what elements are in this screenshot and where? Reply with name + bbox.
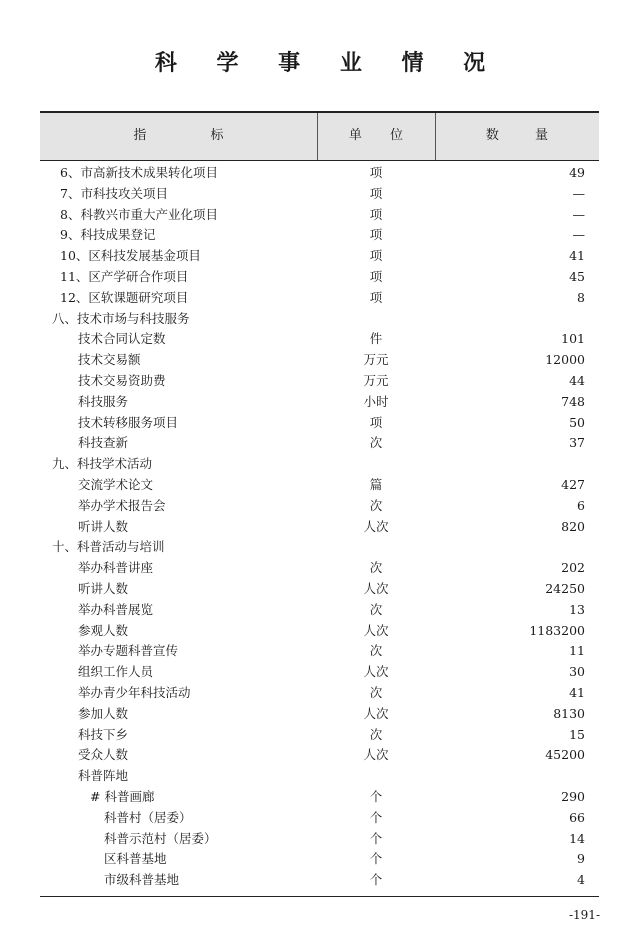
- row-quantity: 45: [569, 268, 585, 284]
- row-unit: 次: [369, 726, 383, 742]
- row-indicator: 交流学术论文: [78, 476, 154, 492]
- row-unit: 项: [369, 268, 383, 284]
- table-row: [40, 621, 599, 642]
- row-quantity: —: [572, 206, 585, 222]
- row-unit: 次: [369, 497, 383, 513]
- row-unit: 人次: [363, 705, 389, 721]
- row-unit: 项: [369, 165, 383, 180]
- row-indicator: 11、区产学研合作项目: [60, 268, 189, 284]
- row-indicator: 科技查新: [78, 435, 129, 451]
- row-unit: 个: [369, 872, 383, 888]
- row-unit: 篇: [369, 476, 383, 492]
- row-quantity: 4: [577, 872, 585, 888]
- row-unit: 万元: [363, 372, 389, 388]
- row-unit: 件: [369, 331, 383, 347]
- table-row: [40, 766, 599, 787]
- row-indicator: 举办学术报告会: [78, 497, 166, 513]
- row-unit: 人次: [363, 664, 389, 680]
- row-unit: 次: [369, 643, 383, 659]
- table-row: [40, 662, 599, 683]
- row-unit: 小时: [363, 393, 389, 409]
- row-indicator: 科普示范村（居委）: [104, 830, 217, 846]
- page-title: 科 学 事 业 情 况: [154, 50, 502, 76]
- table-row: [40, 309, 599, 330]
- table-row: [40, 558, 599, 579]
- row-unit: 个: [369, 788, 383, 804]
- row-quantity: 101: [561, 331, 585, 347]
- row-quantity: 12000: [545, 352, 585, 368]
- row-indicator: 9、科技成果登记: [60, 227, 156, 243]
- row-unit: 次: [369, 435, 383, 451]
- table-row: [40, 517, 599, 538]
- table-row: [40, 600, 599, 621]
- row-indicator: 举办专题科普宣传: [78, 643, 179, 659]
- table-row: [40, 787, 599, 808]
- table-row: [40, 454, 599, 475]
- row-unit: 项: [369, 414, 383, 430]
- row-unit: 人次: [363, 747, 389, 763]
- table-row: [40, 496, 599, 517]
- header-quantity: 数 量: [485, 128, 565, 143]
- row-indicator: 举办科普讲座: [78, 560, 154, 576]
- table-bottom-rule: [40, 896, 599, 897]
- row-indicator: 举办科普展览: [78, 601, 154, 617]
- table-row: [40, 205, 599, 226]
- row-quantity: 66: [569, 809, 585, 825]
- table-body: [40, 163, 599, 891]
- row-indicator: # 科普画廊: [90, 788, 155, 804]
- table-row: [40, 288, 599, 309]
- row-indicator: 参加人数: [78, 705, 129, 721]
- table-row: [40, 475, 599, 496]
- row-quantity: 50: [569, 414, 585, 430]
- row-quantity: 9: [577, 851, 585, 867]
- table-row: [40, 849, 599, 870]
- row-indicator: 举办青少年科技活动: [78, 684, 191, 700]
- row-indicator: 听讲人数: [78, 518, 129, 534]
- row-unit: 次: [369, 560, 383, 576]
- row-indicator: 8、科教兴市重大产业化项目: [60, 206, 218, 222]
- table-row: [40, 683, 599, 704]
- table-row: [40, 537, 599, 558]
- row-indicator: 八、技术市场与科技服务: [52, 310, 190, 326]
- row-unit: 项: [369, 185, 383, 201]
- header-unit: 单 位: [348, 128, 416, 143]
- row-unit: 项: [369, 227, 383, 243]
- row-unit: 项: [369, 206, 383, 222]
- row-indicator: 科普阵地: [78, 768, 129, 784]
- row-quantity: 44: [569, 372, 585, 388]
- page-number: -191-: [568, 908, 600, 922]
- table-row: [40, 704, 599, 725]
- row-unit: 个: [369, 809, 383, 825]
- row-quantity: 202: [561, 560, 585, 576]
- table-row: [40, 433, 599, 454]
- row-quantity: 14: [569, 830, 585, 846]
- row-unit: 人次: [363, 622, 389, 638]
- table-row: [40, 641, 599, 662]
- row-quantity: 41: [569, 684, 585, 700]
- row-quantity: 6: [577, 497, 585, 513]
- row-unit: 次: [369, 684, 383, 700]
- table-row: [40, 392, 599, 413]
- row-indicator: 市级科普基地: [104, 872, 180, 888]
- row-quantity: 37: [569, 435, 585, 451]
- row-quantity: 11: [569, 643, 585, 659]
- row-indicator: 受众人数: [78, 747, 129, 763]
- row-indicator: 技术交易资助费: [78, 372, 166, 388]
- table-row: [40, 184, 599, 205]
- row-indicator: 10、区科技发展基金项目: [60, 248, 201, 264]
- table-row: [40, 329, 599, 350]
- row-indicator: 技术合同认定数: [78, 331, 166, 347]
- row-unit: 个: [369, 851, 383, 867]
- table-row: [40, 413, 599, 434]
- row-quantity: 30: [569, 664, 585, 680]
- row-quantity: 290: [561, 788, 585, 804]
- row-unit: 人次: [363, 580, 389, 596]
- row-indicator: 听讲人数: [78, 580, 129, 596]
- row-indicator: 参观人数: [78, 622, 129, 638]
- row-indicator: 九、科技学术活动: [52, 456, 153, 472]
- row-indicator: 科普村（居委）: [104, 809, 192, 825]
- table-row: [40, 725, 599, 746]
- row-quantity: 24250: [545, 580, 585, 596]
- row-unit: 万元: [363, 352, 389, 368]
- row-quantity: 13: [569, 601, 585, 617]
- row-indicator: 科技服务: [78, 393, 129, 409]
- row-quantity: 8130: [553, 705, 585, 721]
- table-row: [40, 870, 599, 891]
- row-unit: 次: [369, 601, 383, 617]
- row-indicator: 6、市高新技术成果转化项目: [60, 165, 218, 180]
- table-row: [40, 579, 599, 600]
- row-indicator: 技术交易额: [78, 352, 141, 368]
- table-row: [40, 267, 599, 288]
- row-quantity: 41: [569, 248, 585, 264]
- table-row: [40, 808, 599, 829]
- table-row: [40, 163, 599, 184]
- header-indicator: 指 标: [133, 128, 254, 143]
- row-unit: 个: [369, 830, 383, 846]
- row-quantity: 427: [561, 476, 585, 492]
- row-quantity: —: [572, 227, 585, 243]
- row-quantity: 1183200: [529, 622, 585, 638]
- table-row: [40, 745, 599, 766]
- row-indicator: 区科普基地: [104, 851, 167, 867]
- table-row: [40, 246, 599, 267]
- row-indicator: 十、科普活动与培训: [52, 539, 165, 555]
- row-unit: 人次: [363, 518, 389, 534]
- row-quantity: 49: [569, 165, 585, 180]
- row-unit: 项: [369, 248, 383, 264]
- row-quantity: 45200: [545, 747, 585, 763]
- row-indicator: 7、市科技攻关项目: [60, 185, 168, 201]
- row-quantity: 15: [569, 726, 585, 742]
- table-row: [40, 225, 599, 246]
- table-row: [40, 350, 599, 371]
- table-row: [40, 829, 599, 850]
- row-quantity: 8: [577, 289, 585, 305]
- row-indicator: 技术转移服务项目: [78, 414, 179, 430]
- row-indicator: 组织工作人员: [78, 664, 154, 680]
- row-quantity: 748: [561, 393, 585, 409]
- row-quantity: —: [572, 185, 585, 201]
- row-indicator: 科技下乡: [78, 726, 129, 742]
- table-header: [40, 111, 599, 161]
- row-unit: 项: [369, 289, 383, 305]
- table-row: [40, 371, 599, 392]
- row-indicator: 12、区软课题研究项目: [60, 289, 189, 305]
- row-quantity: 820: [561, 518, 585, 534]
